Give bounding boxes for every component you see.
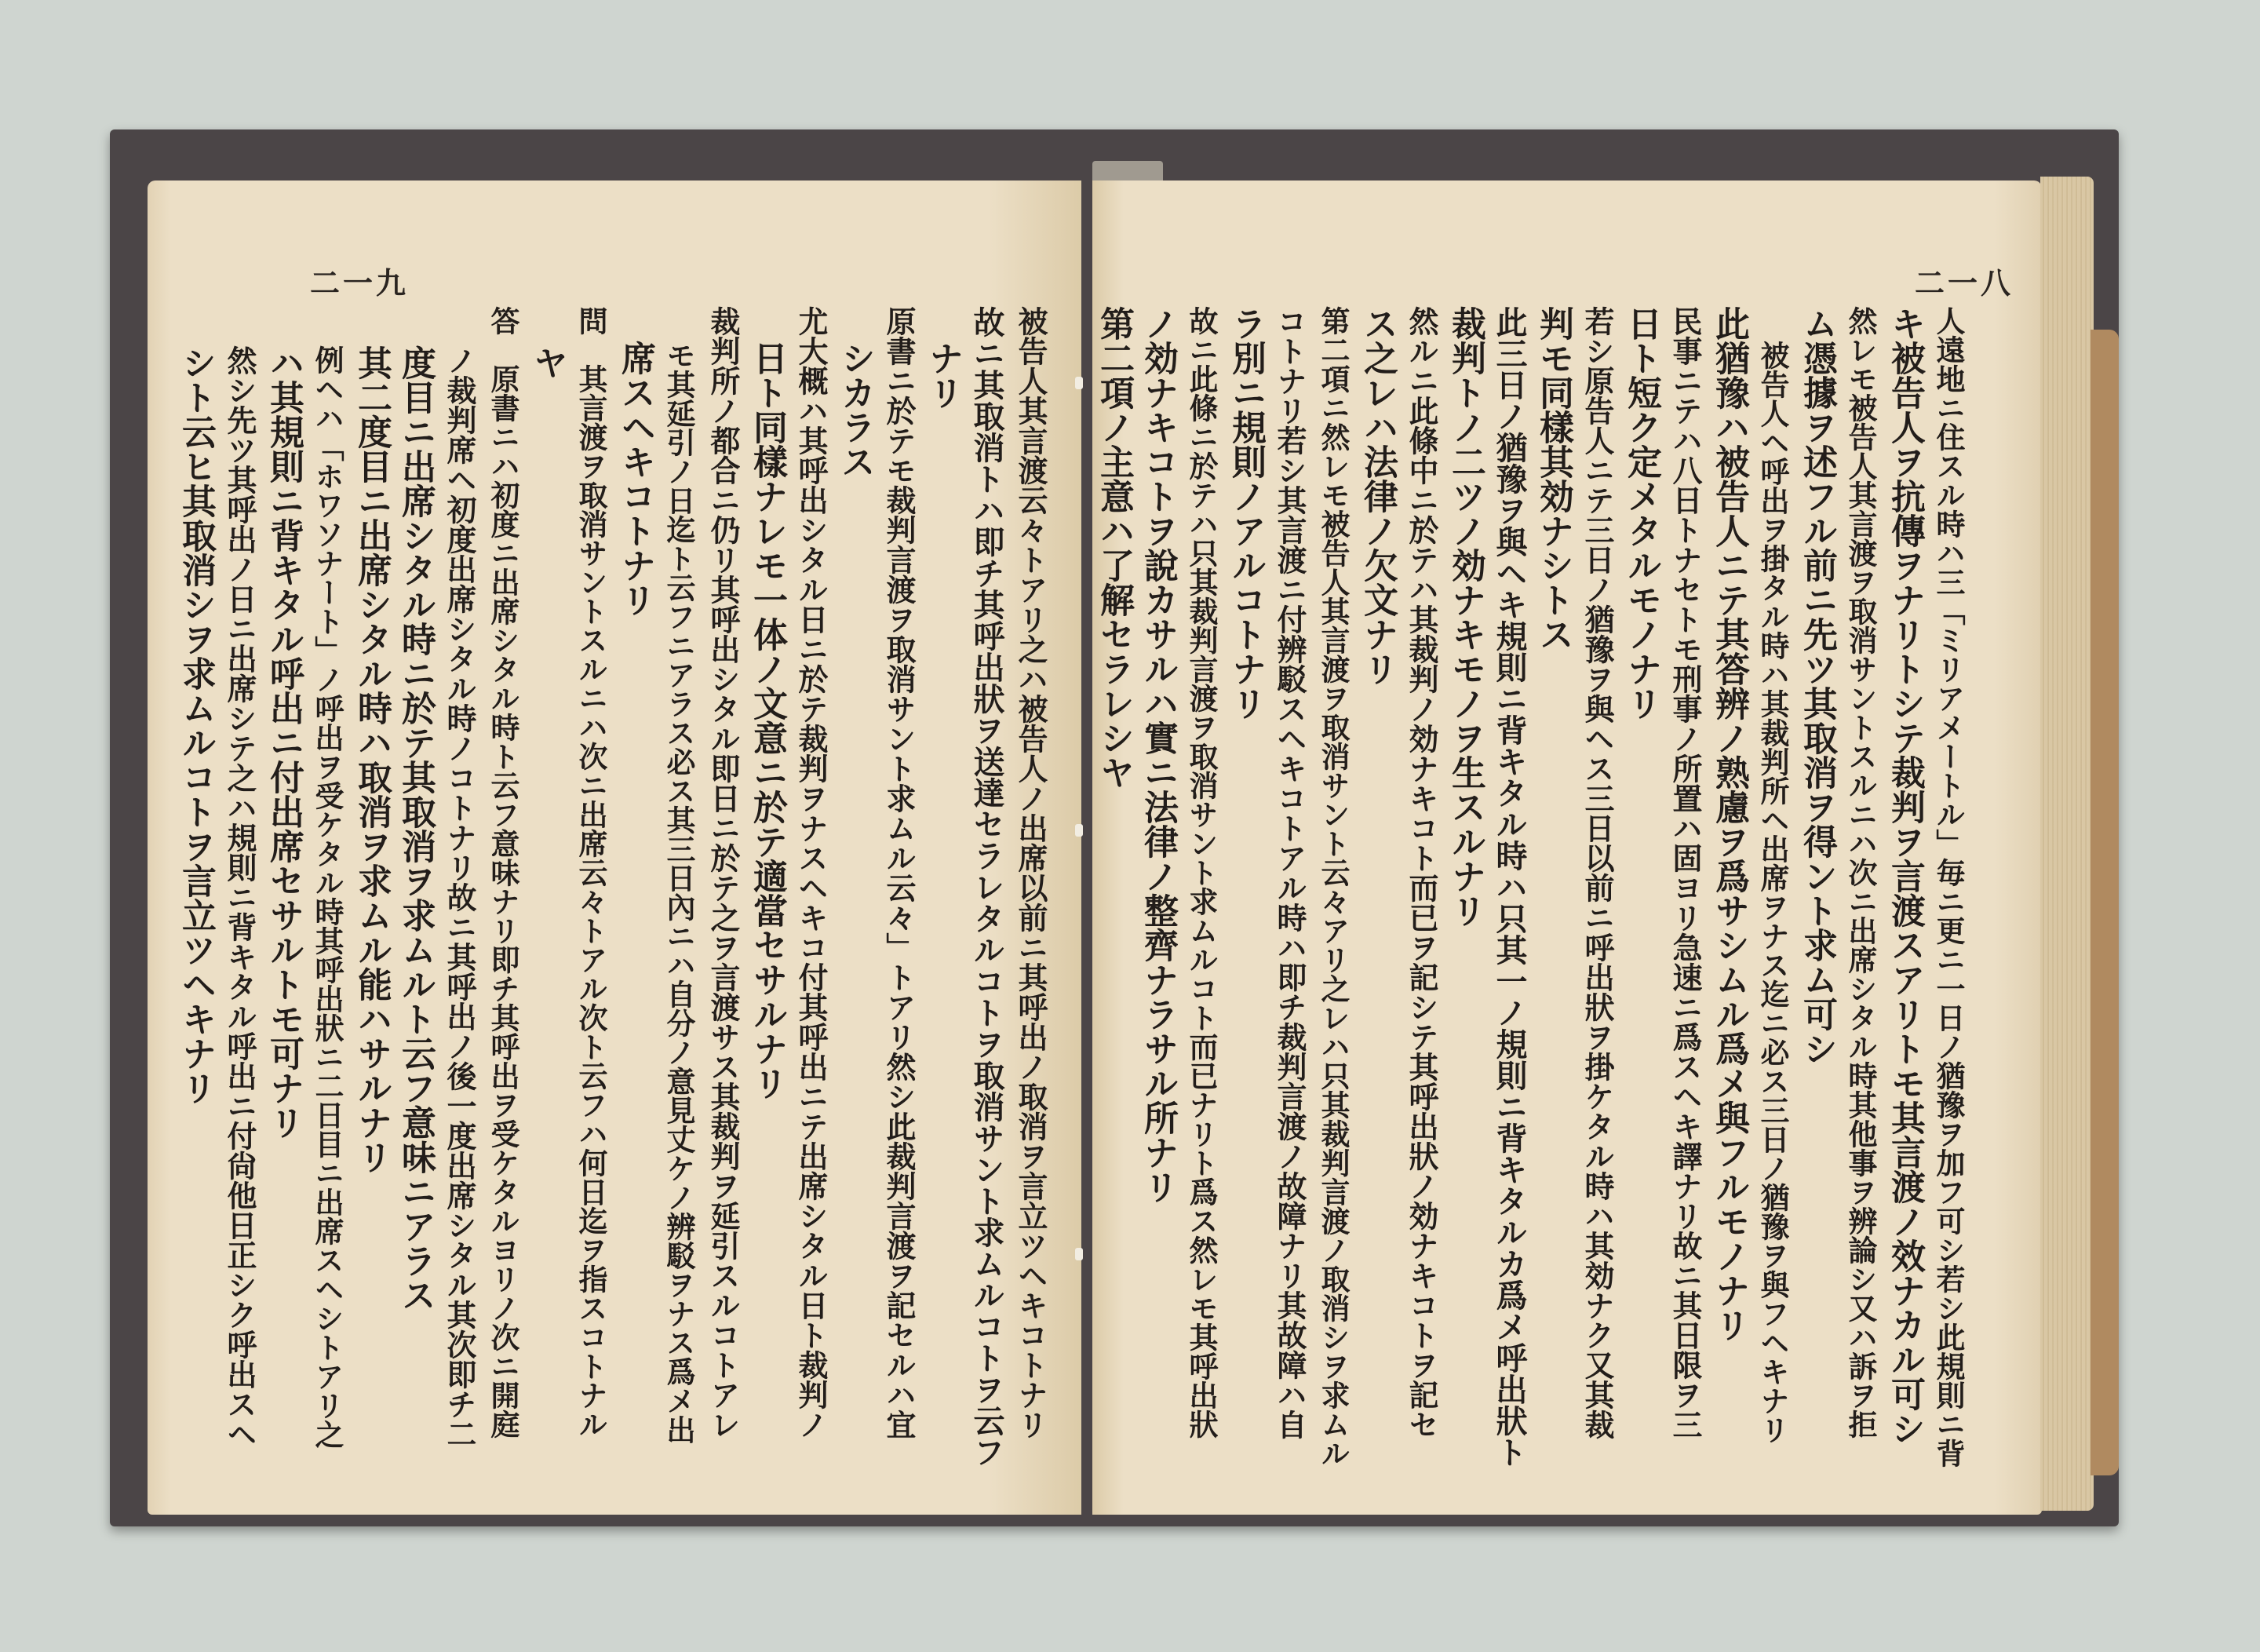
text-line: 故ニ其取消トハ即チ其呼出狀ヲ送達セラレタルコトヲ取消サント求ムルコトヲ云フ [968, 306, 1005, 1468]
text-line: モ其延引ノ日迄ト云フニアラス必ス其三日內ニハ自分ノ意見丈ケノ辨駁ヲナス爲メ出 [662, 341, 696, 1444]
text-line: 尤大概ハ其呼出シタル日ニ於テ裁判ヲナスヘキコ付其呼出ニテ出席シタル日ト裁判ノ [793, 306, 829, 1439]
text-line: 裁判所ノ都合ニ仍リ其呼出シタル即日ニ於テ之ヲ言渡サス其裁判ヲ延引スルコトアレ [705, 306, 741, 1439]
text-line: 民事ニテハ八日トナセトモ刑事ノ所置ハ固ヨリ急速ニ爲スヘキ譯ナリ故ニ其日限ヲ三 [1668, 306, 1703, 1439]
text-line: 人遠地ニ住スル時ハ三「ミリアメートル」毎ニ更ニ一日ノ猶豫ヲ加フ可シ若シ此規則ニ背 [1931, 306, 1966, 1468]
left-page-number: 二一九 [310, 265, 410, 301]
text-line: 其二度目ニ出席シタル時ハ取消ヲ求ムル能ハサルナリ [352, 345, 392, 1174]
text-line: ヤ [527, 345, 567, 380]
text-line: 然シ先ツ其呼出ノ日ニ出席シテ之ハ規則ニ背キタル呼出ニ付尙他日正シク呼出スヘ [222, 345, 257, 1449]
text-line: ノ効ナキコトヲ說カサルハ實ニ法律ノ整齊ナラサル所ナリ [1138, 306, 1178, 1204]
right-page-text [1094, 306, 1970, 1468]
question-line: 問 其言渡ヲ取消サントスルニハ次ニ出席云々トアル次ト云フハ何日迄ヲ指スコトナル [574, 306, 608, 1439]
left-page-text [176, 306, 1052, 1468]
answer-line: 答 原書ニハ初度ニ出席シタル時ト云フ意味ナリ即チ其呼出ヲ受ケタルヨリノ次ニ開庭 [486, 306, 520, 1439]
text-line: 度目ニ出席シタル時ニ於テ其取消ヲ求ムルト云フ意味ニアラス [396, 345, 436, 1312]
text-line: 故ニ此條ニ於テハ只其裁判言渡ヲ取消サント求ムルコト而已ナリト爲ス然レモ其呼出狀 [1184, 306, 1219, 1439]
text-line: 被告人ヘ呼出ヲ掛タル時ハ其裁判所ヘ出席ヲナス迄ニ必ス三日ノ猶豫ヲ與フヘキナリ [1755, 341, 1790, 1444]
text-line: ム憑據ヲ述フル前ニ先ツ其取消ヲ得ント求ム可シ [1797, 306, 1837, 1066]
binding-stitch [1075, 377, 1083, 389]
text-line: 判モ同樣其効ナシトス [1533, 306, 1573, 651]
text-line: 若シ原告人ニテ三日ノ猶豫ヲ與ヘス三日以前ニ呼出狀ヲ掛ケタル時ハ其効ナク又其裁 [1580, 306, 1615, 1439]
text-line: 然ルニ此條中ニ於テハ其裁判ノ効ナキコト而已ヲ記シテ其呼出狀ノ効ナキコトヲ記セ [1404, 306, 1439, 1439]
text-line: 第二項ニ然レモ被告人其言渡ヲ取消サント云々アリ之レハ只其裁判言渡ノ取消シヲ求ムル [1316, 306, 1351, 1468]
text-line: シト云ヒ其取消シヲ求ムルコトヲ言立ツヘキナリ [176, 345, 216, 1105]
text-line: 此猶豫ハ被告人ニテ其答辨ノ熟慮ヲ爲サシムル爲メ與フルモノナリ [1709, 306, 1749, 1342]
text-line: 然レモ被告人其言渡ヲ取消サントスルニハ次ニ出席シタル時其他事ヲ辨論シ又ハ訴ヲ拒 [1843, 306, 1878, 1439]
text-line: 日ト同樣ナレモ一体ノ文意ニ於テ適當セサルナリ [747, 341, 787, 1100]
binding-stitch [1075, 1248, 1083, 1260]
binding-stitch [1075, 824, 1083, 837]
text-line: 日ト短ク定メタルモノナリ [1621, 306, 1661, 720]
text-line: ナリ [923, 341, 963, 410]
text-line: ス之レハ法律ノ欠文ナリ [1358, 306, 1398, 686]
text-line: 第二項ノ主意ハ了解セラレシヤ [1094, 306, 1134, 790]
page-edges-shadow [2090, 330, 2119, 1475]
text-line: 例ヘハ「ホワソナート」ノ呼出ヲ受ケタル時其呼出狀ニ二日目ニ出席スヘシトアリ之 [310, 345, 344, 1449]
text-line: 被告人其言渡云々トアリ之ハ被告人ノ出席以前ニ其呼出ノ取消ヲ言立ツヘキコトナリ [1013, 306, 1048, 1439]
text-line: シカラス [835, 341, 875, 479]
page-edges [2040, 177, 2094, 1511]
right-page-number: 二一八 [1915, 265, 2014, 301]
text-line: 原書ニ於テモ裁判言渡ヲ取消サント求ムル云々」トアリ然シ此裁判言渡ヲ記セルハ宜 [881, 306, 917, 1439]
text-line: 裁判トノ二ツノ効ナキモノヲ生スルナリ [1445, 306, 1485, 928]
text-line: 席スヘキコトナリ [615, 341, 655, 617]
text-line: ラ別ニ規則ノアルコトナリ [1226, 306, 1266, 720]
text-line: コトナリ若シ其言渡ニ付辨駁スヘキコトアル時ハ即チ裁判言渡ノ故障ナリ其故障ハ自 [1272, 306, 1307, 1439]
text-line: ハ其規則ニ背キタル呼出ニ付出席セサルトモ可ナリ [264, 345, 304, 1140]
text-line: 此三日ノ猶豫ヲ與ヘキ規則ニ背キタル時ハ只其一ノ規則ニ背キタルカ爲メ呼出狀ト [1491, 306, 1528, 1468]
text-line: ノ裁判席ヘ初度出席シタル時ノコトナリ故ニ其呼出ノ後一度出席シタル其次即チ二 [442, 345, 477, 1449]
text-line: キ被告人ヲ抗傳ヲナリトシテ裁判ヲ言渡スアリトモ其言渡ノ效ナカル可シ [1885, 306, 1925, 1446]
